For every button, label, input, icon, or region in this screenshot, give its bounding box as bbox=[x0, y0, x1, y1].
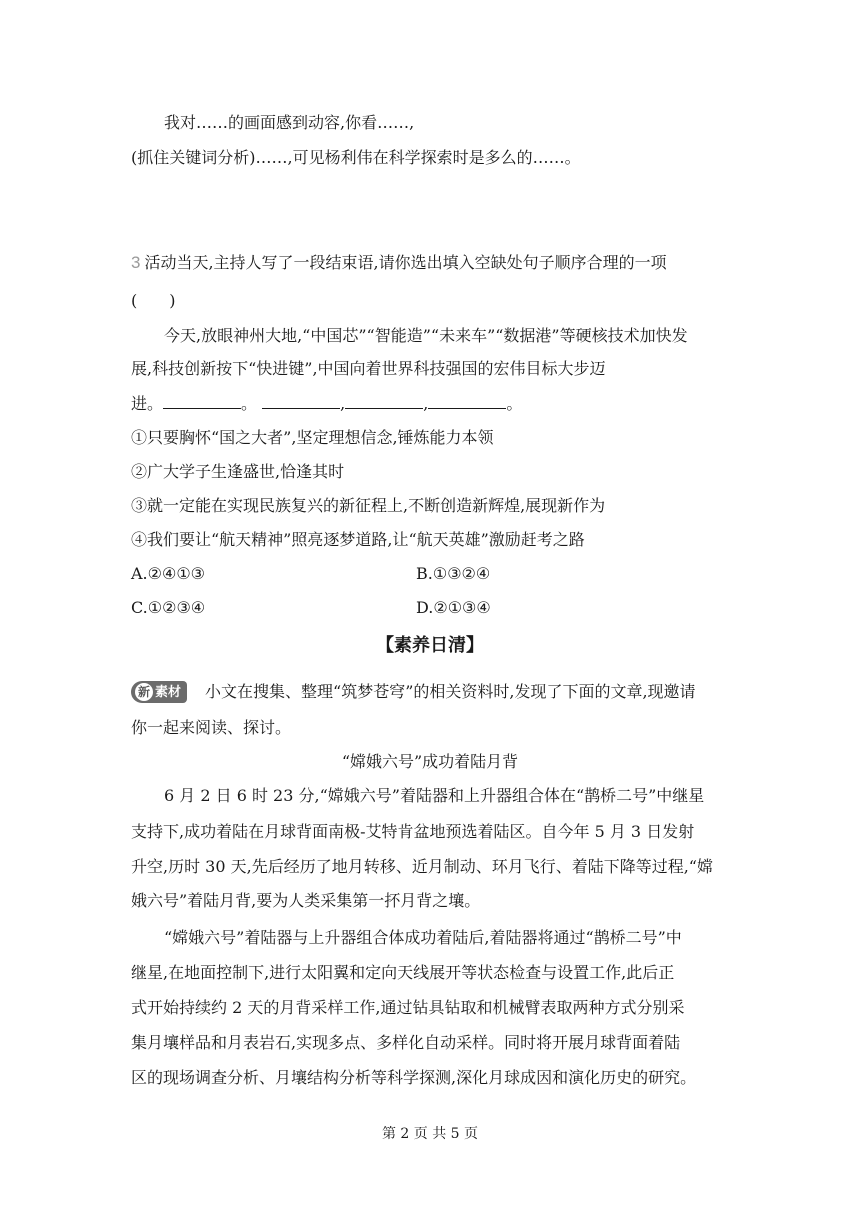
material-intro-line-2: 你一起来阅读、探讨。 bbox=[131, 718, 292, 737]
article-title: “嫦娥六号”成功着陆月背 bbox=[341, 752, 519, 771]
badge-label: 素材 bbox=[155, 685, 182, 700]
answer-template-line-2: (抓住关键词分析)……,可见杨利伟在科学探索时是多么的……。 bbox=[131, 148, 581, 167]
passage-line-3-start: 进。 bbox=[131, 394, 164, 413]
material-intro-line-1 bbox=[131, 681, 696, 703]
article-p2-line-5: 区的现场调查分析、月壤结构分析等科学探测,深化月球成因和演化历史的研究。 bbox=[131, 1068, 697, 1087]
blank-1 bbox=[163, 394, 241, 409]
passage-line-2: 展,科技创新按下“快进键”,中国向着世界科技强国的宏伟目标大步迈 bbox=[131, 359, 606, 378]
intro-text-1: 小文在搜集、整理“筑梦苍穹”的相关资料时,发现了下面的文章,现邀请 bbox=[205, 682, 696, 701]
article-p2-line-2: 继星,在地面控制下,进行太阳翼和定向天线展开等状态检查与设置工作,此后正 bbox=[131, 963, 675, 982]
article-p2-line-1: “嫦娥六号”着陆器与上升器组合体成功着陆后,着陆器将通过“鹊桥二号”中 bbox=[164, 928, 682, 947]
question-number: 3 bbox=[131, 253, 141, 272]
options-row-2 bbox=[131, 597, 531, 619]
sentence-2: ②广大学子生逢盛世,恰逢其时 bbox=[131, 462, 345, 481]
blank-separator-4: 。 bbox=[506, 394, 523, 413]
option-c: C.①②③④ bbox=[131, 598, 206, 617]
question-3-text: 活动当天,主持人写了一段结束语,请你选出填入空缺处句子顺序合理的一项 bbox=[144, 253, 667, 272]
question-3-stem bbox=[131, 252, 667, 274]
sentence-3: ③就一定能在实现民族复兴的新征程上,不断创造新辉煌,展现新作为 bbox=[131, 496, 606, 515]
option-b: B.①③②④ bbox=[416, 564, 491, 583]
blank-separator-3: , bbox=[423, 394, 429, 413]
article-p2-line-3: 式开始持续约 2 天的月背采样工作,通过钻具钻取和机械臂表取两种方式分别采 bbox=[131, 998, 685, 1017]
answer-template-line-1: 我对……的画面感到动容,你看……, bbox=[164, 113, 415, 132]
new-material-badge bbox=[131, 681, 187, 703]
sentence-4: ④我们要让“航天精神”照亮逐梦道路,让“航天英雄”激励赶考之路 bbox=[131, 530, 585, 549]
option-a: A.②④①③ bbox=[131, 564, 206, 583]
article-p1-line-1: 6 月 2 日 6 时 23 分,“嫦娥六号”着陆器和上升器组合体在“鹊桥二号”中继星 bbox=[164, 786, 705, 805]
answer-parentheses: ( ) bbox=[131, 291, 176, 310]
blank-2 bbox=[262, 394, 340, 409]
passage-line-3 bbox=[131, 393, 522, 415]
passage-line-1: 今天,放眼神州大地,“中国芯”“智能造”“未来车”“数据港”等硬核技术加快发 bbox=[164, 326, 688, 345]
blank-3 bbox=[345, 394, 423, 409]
sentence-1: ①只要胸怀“国之大者”,坚定理想信念,锤炼能力本领 bbox=[131, 428, 494, 447]
article-p2-line-4: 集月壤样品和月表岩石,实现多点、多样化自动采样。同时将开展月球背面着陆 bbox=[131, 1033, 681, 1052]
blank-separator-1: 。 bbox=[241, 394, 258, 413]
option-d: D.②①③④ bbox=[416, 598, 491, 617]
article-p1-line-2: 支持下,成功着陆在月球背面南极-艾特肯盆地预选着陆区。自今年 5 月 3 日发射 bbox=[131, 822, 695, 841]
options-row-1 bbox=[131, 563, 531, 585]
section-title: 【素养日清】 bbox=[376, 635, 484, 656]
article-p1-line-3: 升空,历时 30 天,先后经历了地月转移、近月制动、环月飞行、着陆下降等过程,“嫦 bbox=[131, 857, 713, 876]
article-p1-line-4: 娥六号”着陆月背,要为人类采集第一抔月背之壤。 bbox=[131, 891, 481, 910]
blank-4 bbox=[428, 394, 506, 409]
badge-first-char: 新 bbox=[135, 683, 153, 701]
page-number: 第 2 页 共 5 页 bbox=[381, 1126, 479, 1142]
blank-separator-2: , bbox=[340, 394, 346, 413]
